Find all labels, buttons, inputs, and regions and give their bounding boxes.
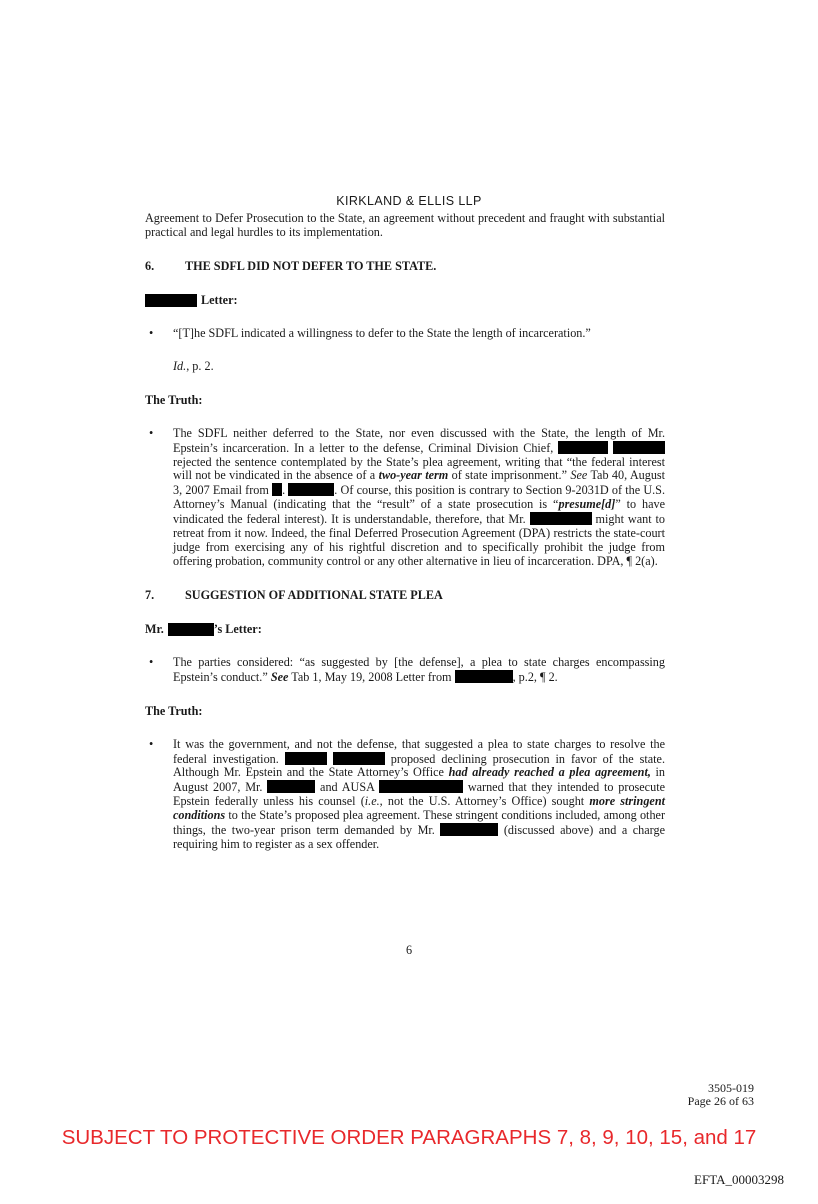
- quote-text: “[T]he SDFL indicated a willingness to defer to the State the length of incarceration.”: [173, 325, 591, 340]
- redaction-block: [285, 752, 327, 765]
- intro-paragraph: Agreement to Defer Prosecution to the State, an agreement without precedent and fraught with substantial practical and legal hurdles to its implementation.: [145, 211, 665, 239]
- section-7-heading: [145, 588, 665, 603]
- bullet-icon: •: [149, 654, 154, 669]
- section-6-truth: [145, 427, 665, 569]
- section-6-citation: [145, 359, 665, 374]
- letterhead: KIRKLAND & ELLIS LLP: [336, 194, 482, 208]
- redaction-block: [379, 780, 463, 793]
- section-number: 6.: [145, 258, 155, 273]
- redaction-block: [530, 512, 592, 525]
- bullet-icon: •: [149, 325, 154, 340]
- redaction-block: [455, 670, 513, 683]
- redaction-block: [145, 294, 197, 307]
- section-7-quote: [145, 656, 665, 685]
- redaction-block: [333, 752, 385, 765]
- section-6-quote: [145, 327, 665, 341]
- section-number: 7.: [145, 587, 155, 602]
- page-number: 6: [405, 943, 413, 957]
- truth-paragraph: The SDFL neither deferred to the State, nor even discussed with the State, the length of Mr. Epstein’s incarceration. In a letter to the defense, Criminal Division Chief, rejected the sentence contemplated by the State’s plea agreement, writing that “the federal interest will not be vindicated in the absence of a two-year term of state imprisonment.” See Tab 40, August 3, 2007 Email from . . Of course, this position is contrary to Section 9-2031D of the U.S. Attorney’s Manual (indicating that the “result” of a state prosecution is “presume[d]” to have vindicated the federal interest). It is understandable, therefore, that Mr. might want to retreat from it now. Indeed, the final Deferred Prosecution Agreement (DPA) restricts the state-court judge from exercising any of his rightful discretion and to specifically prohibit the judge from offering probation, community control or any other alternative in lieu of incarceration. DPA, ¶ 2(a).: [173, 425, 666, 568]
- redaction-block: [558, 441, 608, 454]
- document-body: [145, 212, 665, 852]
- bates-number: EFTA_00003298: [694, 1172, 784, 1187]
- section-6-heading: [145, 259, 665, 274]
- citation-id: Id.: [173, 358, 187, 373]
- citation-rest: , p. 2.: [186, 358, 214, 373]
- protective-order-notice: SUBJECT TO PROTECTIVE ORDER PARAGRAPHS 7, 8, 9, 10, 15, and 17: [61, 1126, 757, 1149]
- section-title: SUGGESTION OF ADDITIONAL STATE PLEA: [185, 587, 443, 602]
- letter-suffix: ’s Letter:: [213, 621, 262, 636]
- redaction-block: [440, 823, 498, 836]
- truth-paragraph: It was the government, and not the defense, that suggested a plea to state charges to resolve the federal investigation. proposed declining prosecution in favor of the state. Although Mr. Epstein and the State Attorney’s Office had already reached a plea agreement, in August 2007, Mr. and AUSA warned that they intended to prosecute Epstein federally unless his counsel (i.e., not the U.S. Attorney’s Office) sought more stringent conditions to the State’s proposed plea agreement. These stringent conditions included, among other things, the two-year prison term demanded by Mr. (discussed above) and a charge requiring him to register as a sex offender.: [173, 736, 666, 851]
- redaction-block: [168, 623, 214, 636]
- redaction-block: [613, 441, 665, 454]
- section-title: THE SDFL DID NOT DEFER TO THE STATE.: [185, 258, 437, 273]
- section-7-truth-label: The Truth:: [145, 703, 203, 718]
- doc-code: 3505-019: [708, 1081, 754, 1095]
- section-7-letter-label: [145, 622, 665, 637]
- page-of: Page 26 of 63: [687, 1094, 754, 1108]
- section-7-truth: [145, 738, 665, 852]
- redaction-block: [272, 483, 282, 496]
- letter-label-text: Letter:: [201, 292, 238, 307]
- redaction-block: [288, 483, 334, 496]
- bullet-icon: •: [149, 736, 154, 751]
- quote-text: The parties considered: “as suggested by [the defense], a plea to state charges encompassing Epstein’s conduct.” See Tab 1, May 19, 2008 Letter from , p.2, ¶ 2.: [173, 654, 665, 684]
- bullet-icon: •: [149, 425, 154, 440]
- redaction-block: [267, 780, 315, 793]
- document-reference: [688, 1082, 754, 1108]
- letter-prefix: Mr.: [145, 621, 164, 636]
- section-6-letter-label: [145, 293, 665, 308]
- section-6-truth-label: The Truth:: [145, 392, 203, 407]
